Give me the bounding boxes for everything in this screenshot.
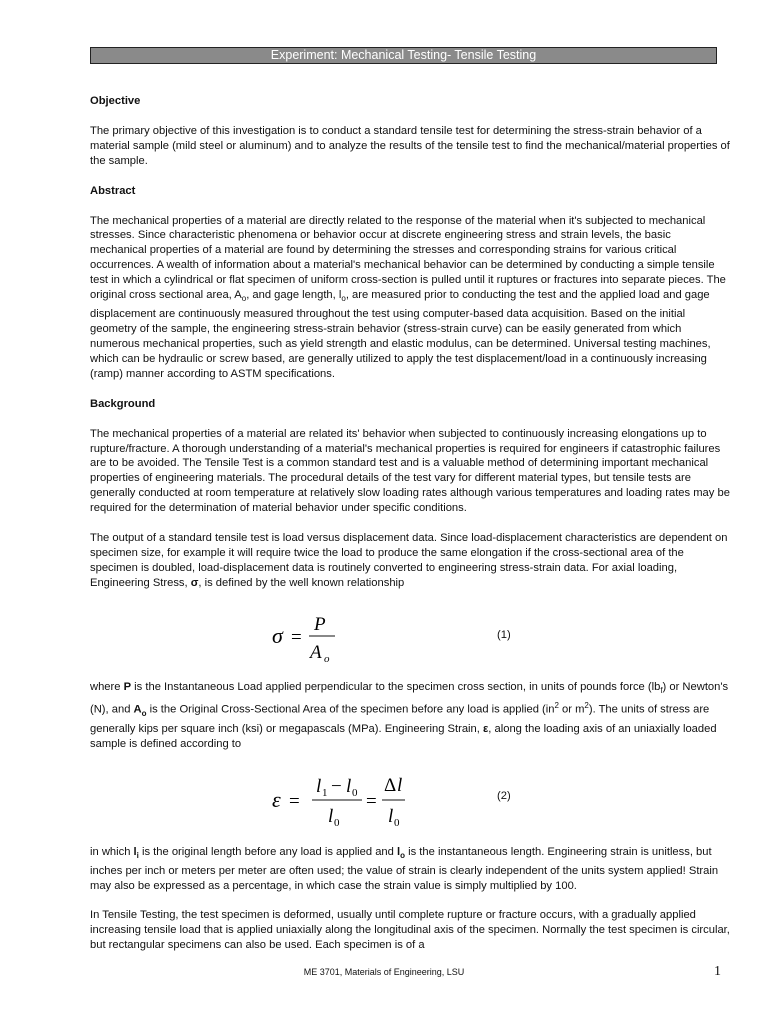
background-paragraph-2 [90,531,730,591]
eq2-l0-denominator-subscript: 0 [334,816,340,829]
p4-subscript-o: o [400,850,405,860]
p3-n: , along the loading axis of an uniaxially loaded sample is defined according to [90,722,717,750]
p3-j: or m [558,703,585,716]
equation-1-graphic [90,606,560,666]
eq2-equals-2: = [366,790,377,812]
p4-lo-symbol: l [397,845,401,858]
eq1-numerator: P [314,613,326,635]
eq1-denominator-subscript: o [324,652,330,665]
eq2-equals-1: = [289,790,300,812]
objective-paragraph: The primary objective of this investigation is to conduct a standard tensile test for determining the stress-strain behavior of a material sample (mild steel or aluminum) and to analyze the results of the tensile test to find the mechanical/material properties of the sample. [90,124,730,167]
eq1-denominator: A [310,641,322,663]
abstract-heading: Abstract [90,184,136,197]
background-heading: Background [90,397,156,410]
p3-superscript-2: 2 [554,700,559,710]
eq2-epsilon: ε [272,786,281,812]
equation-1-number: (1) [497,628,511,641]
p3-a: where [90,680,124,693]
paragraph-stress-definition [90,680,730,752]
p3-subscript-o: o [141,708,147,718]
p4-li-symbol: l [133,845,137,858]
p3-c: is the Instantaneous Load applied perpendicular to the specimen cross section, in units of pounds force (lb [131,680,661,693]
eq2-l1-subscript: 1 [322,786,328,799]
p3-epsilon-symbol: ε [482,722,489,735]
equation-2-number: (2) [497,789,511,802]
eq2-l0-numerator-subscript: 0 [352,786,358,799]
p3-e: ) or Newton's (N), and [90,680,729,716]
abstract-text-1: The mechanical properties of a material are directly related to the response of the material when it's subjected to mechanical stresses. Since characteristic phenomena or behavior occur at discrete engineering stress and strain levels, the basic mechanical properties of a material are found by determining the stresses and corresponding strains for various critical occurrences. A wealth of information about a material's mechanical behavior can be determined by conducting a simple tensile test in which a cylindrical or flat specimen of uniform cross-section is pulled until it ruptures or fractures into separate pieces. The original cross sectional area, A [90,214,726,302]
p4-g: is the instantaneous length. Engineering strain is unitless, but inches per inch or meters per meter are often used; the value of strain is clearly independent of the units system applied! Strain may also be expressed as a percentage, in which case the strain value is simply multiplied by 100. [90,845,719,892]
equation-2-graphic [90,767,560,831]
equation-2 [90,767,730,831]
subscript-o: o [241,294,247,304]
p4-a: in which [90,845,134,858]
eq2-l0-denominator-2-subscript: 0 [394,816,400,829]
bg2-text-a: The output of a standard tensile test is load versus displacement data. Since load-displacement characteristics are dependent on specimen size, for example it will require twice the load to produce the same elongation if the cross-sectional area of the specimen is doubled, load-displacement data is routinely converted to engineering stress-strain data. For axial loading, Engineering Stress, [90,532,728,589]
p3-l: ). The units of stress are generally kips per square inch (ksi) or megapascals (MPa). Engineering Strain, [90,703,710,735]
document-title-banner: Experiment: Mechanical Testing- Tensile Testing [90,47,717,64]
paragraph-tensile-testing: In Tensile Testing, the test specimen is deformed, usually until complete rupture or fracture occurs, with a gradually applied increasing tensile load that is applied uniaxially along the longitudinal axis of the specimen. Normally the test specimen is circular, but rectangular specimens can also be used. Each specimen is of a [90,909,730,952]
eq2-l0-denominator-2: l [388,805,394,827]
page-number: 1 [714,964,721,979]
equation-1 [90,606,730,666]
subscript-o: o [341,294,346,304]
p3-area-symbol: A [133,703,142,716]
eq1-equals: = [291,626,302,648]
sigma-symbol: σ [190,576,199,589]
paragraph-strain-definition [90,845,730,894]
p4-subscript-i: i [136,850,139,860]
p3-load-symbol: P [123,680,132,693]
eq1-sigma: σ [272,622,283,648]
p3-h: is the Original Cross-Sectional Area of the specimen before any load is applied (in [146,703,555,716]
p3-subscript-f: f [660,685,663,695]
eq2-l1: l [316,775,322,797]
eq2-minus: − [331,775,342,797]
abstract-paragraph [90,214,730,382]
background-paragraph-1: The mechanical properties of a material are related its' behavior when subjected to continuously increasing elongations up to rupture/fracture. A thorough understanding of a material's mechanical properties is required for engineers if catastrophic failures are to be avoided. The Tensile Test is a common standard test and is a valuable method of determining important mechanical properties of engineering materials. The procedural details of the test vary for different material types, but tensile tests are generally conducted at room temperature at relatively slow loading rates although various temperatures and loading rates may be required for the determination of material behavior under specific conditions. [90,427,730,515]
eq2-dl: l [397,774,403,796]
abstract-text-2: , and gage length, l [246,289,342,302]
eq2-l0-numerator: l [346,775,352,797]
p3-superscript-2b: 2 [584,700,589,710]
abstract-text-3: , are measured prior to conducting the test and the applied load and gage displacement are continuously measured throughout the test using computer-based data acquisition. Based on the initial geometry of the sample, the engineering stress-strain behavior (stress-strain curve) can be easily generated from which numerous mechanical properties, such as yield strength and elastic modulus, can be determined. Universal testing machines, which can be hydraulic or screw based, are generally utilized to apply the test displacement/load in a continuously increasing (ramp) manner according to ASTM specifications. [90,289,711,380]
page-footer: ME 3701, Materials of Engineering, LSU [303,967,465,977]
p4-d: is the original length before any load is applied and [138,845,397,858]
bg2-text-c: , is defined by the well known relationship [198,576,405,589]
objective-heading: Objective [90,95,141,107]
document-body [90,94,730,968]
eq2-l0-denominator: l [328,805,334,827]
eq2-delta: Δ [384,774,397,796]
